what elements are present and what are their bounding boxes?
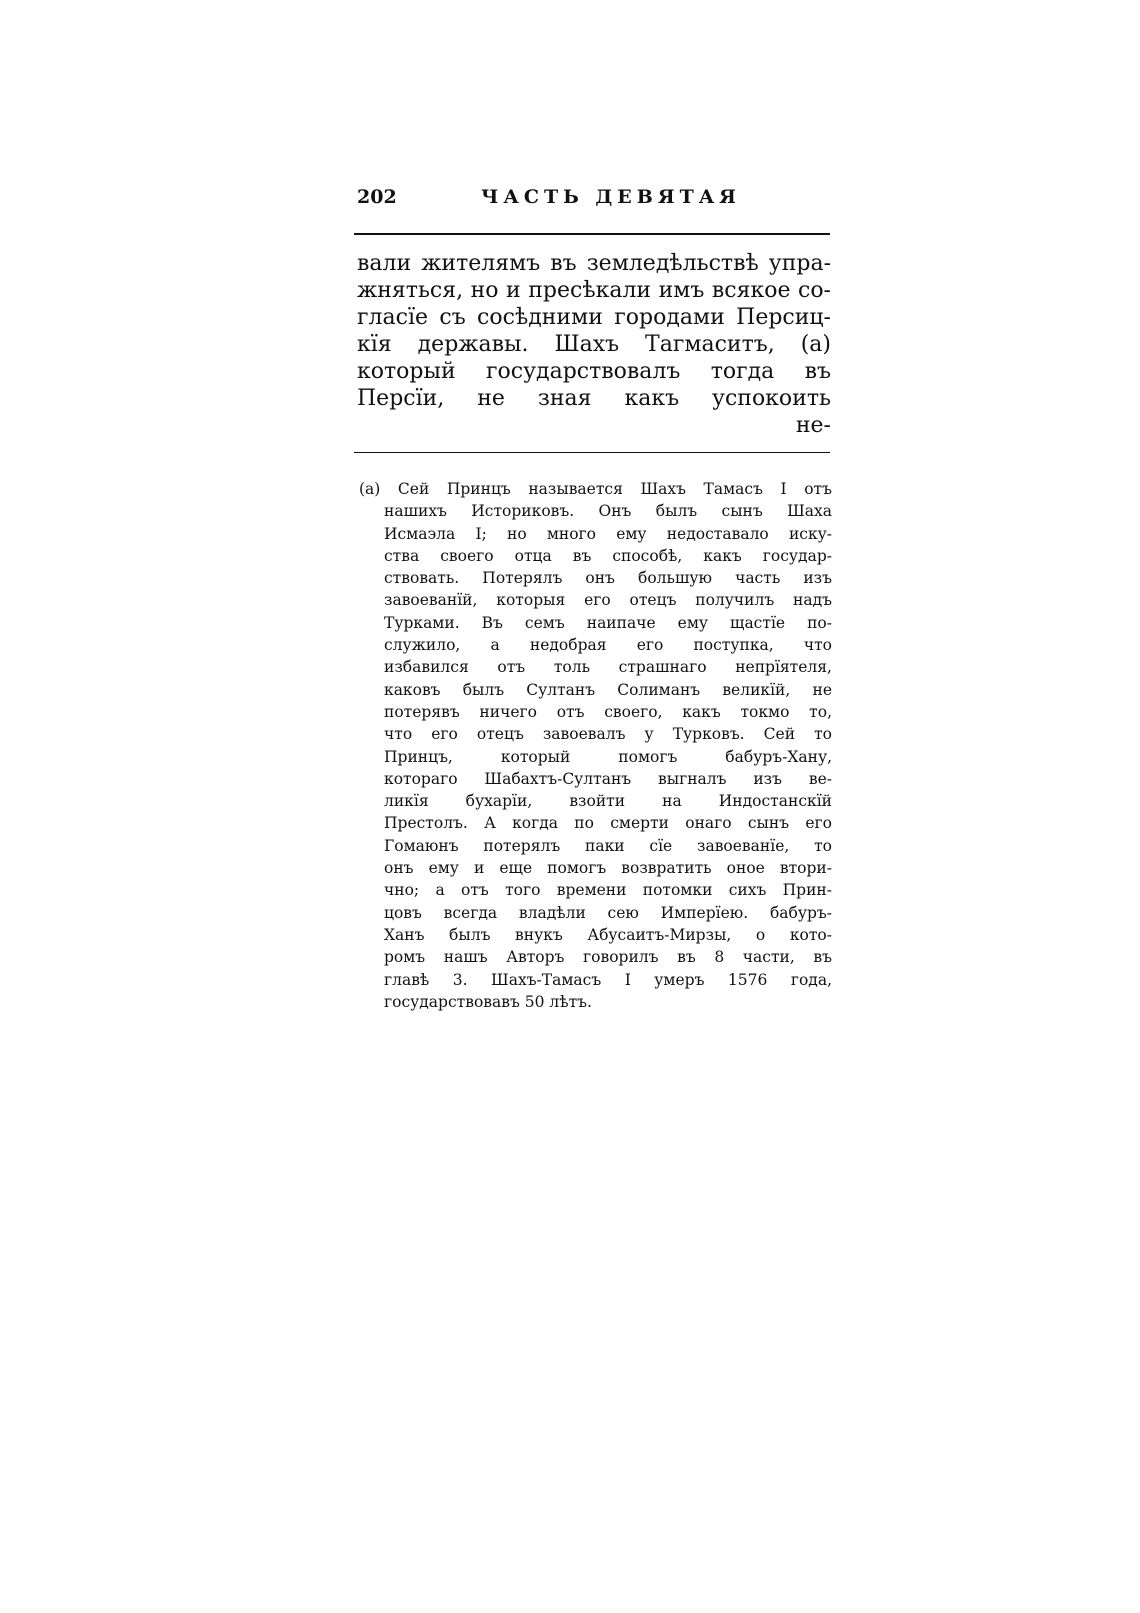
- footnote-line: государствовавъ 50 лѣтъ.: [384, 992, 592, 1011]
- main-text-line: который государствовалъ тогда въ: [357, 359, 831, 384]
- footnote-line: онъ ему и еще помогъ возвратить оное втори-: [384, 859, 832, 878]
- main-text-line: вали жителямъ въ земледѣльствѣ упра-: [357, 251, 831, 276]
- page-number: 202: [357, 186, 397, 208]
- footnote-line: Турками. Въ семъ наипаче ему щастїе по-: [384, 613, 832, 632]
- footnote-line: ромъ нашъ Авторъ говорилъ въ 8 части, въ: [384, 948, 832, 967]
- footnote-line: котораго Шабахтъ-Султанъ выгналъ изъ ве-: [384, 769, 832, 788]
- footnote-line: Ханъ былъ внукъ Абусаитъ-Мирзы, о кото-: [384, 925, 832, 944]
- header-rule: [354, 233, 830, 235]
- footnote-line: (a) Сей Принцъ называется Шахъ Тамасъ I отъ: [359, 480, 832, 498]
- footnote-line: цовъ всегда владѣли сею Имперїею. бабуръ-: [384, 903, 832, 922]
- footnote-line: ства своего отца въ способѣ, какъ государ-: [384, 546, 832, 565]
- footnote-line: потерявъ ничего отъ своего, какъ токмо то,: [384, 702, 832, 721]
- main-text-line: жняться, но и пресѣкали имъ всякое со-: [357, 278, 831, 303]
- footnote-line: избавился отъ толь страшнаго непрїятеля,: [384, 658, 832, 677]
- footnote-line: чно; а отъ того времени потомки сихъ Прин-: [384, 881, 832, 900]
- main-text-block: [357, 250, 831, 439]
- running-head: ЧАСТЬ ДЕВЯТАЯ: [481, 186, 741, 208]
- footnote-separator: [354, 452, 830, 453]
- main-text-line: гласїе съ сосѣдними городами Персиц-: [357, 305, 831, 330]
- footnote-line: каковъ былъ Султанъ Солиманъ великїй, не: [384, 680, 832, 699]
- footnote-line: завоеванїй, которыя его отецъ получилъ надъ: [384, 591, 832, 610]
- footnote-line: ликїя бухарїи, взойти на Индостанскїй: [384, 792, 832, 811]
- footnote-line: Принцъ, который помогъ бабуръ-Хану,: [384, 747, 832, 766]
- footnote-line: служило, а недобрая его поступка, что: [384, 636, 832, 655]
- page-header: [357, 186, 827, 216]
- main-text-line: кїя державы. Шахъ Тагмаситъ, (a): [357, 332, 831, 357]
- catchword: не-: [795, 413, 831, 438]
- footnote-line: Гомаюнъ потерялъ паки сїе завоеванїе, то: [384, 836, 832, 855]
- footnote-line: Исмаэла I; но много ему недоставало иску-: [384, 524, 832, 543]
- footnote-block: [359, 478, 832, 1013]
- footnote-line: нашихъ Историковъ. Онъ былъ сынъ Шаха: [384, 502, 832, 521]
- footnote-line: ствовать. Потерялъ онъ большую часть изъ: [384, 569, 832, 588]
- footnote-line: главѣ 3. Шахъ-Тамасъ I умеръ 1576 года,: [384, 970, 832, 989]
- main-text-line: Персїи, не зная какъ успокоить: [357, 386, 831, 411]
- footnote-line: Престолъ. А когда по смерти онаго сынъ его: [384, 814, 832, 833]
- footnote-line: что его отецъ завоевалъ у Турковъ. Сей то: [384, 725, 832, 744]
